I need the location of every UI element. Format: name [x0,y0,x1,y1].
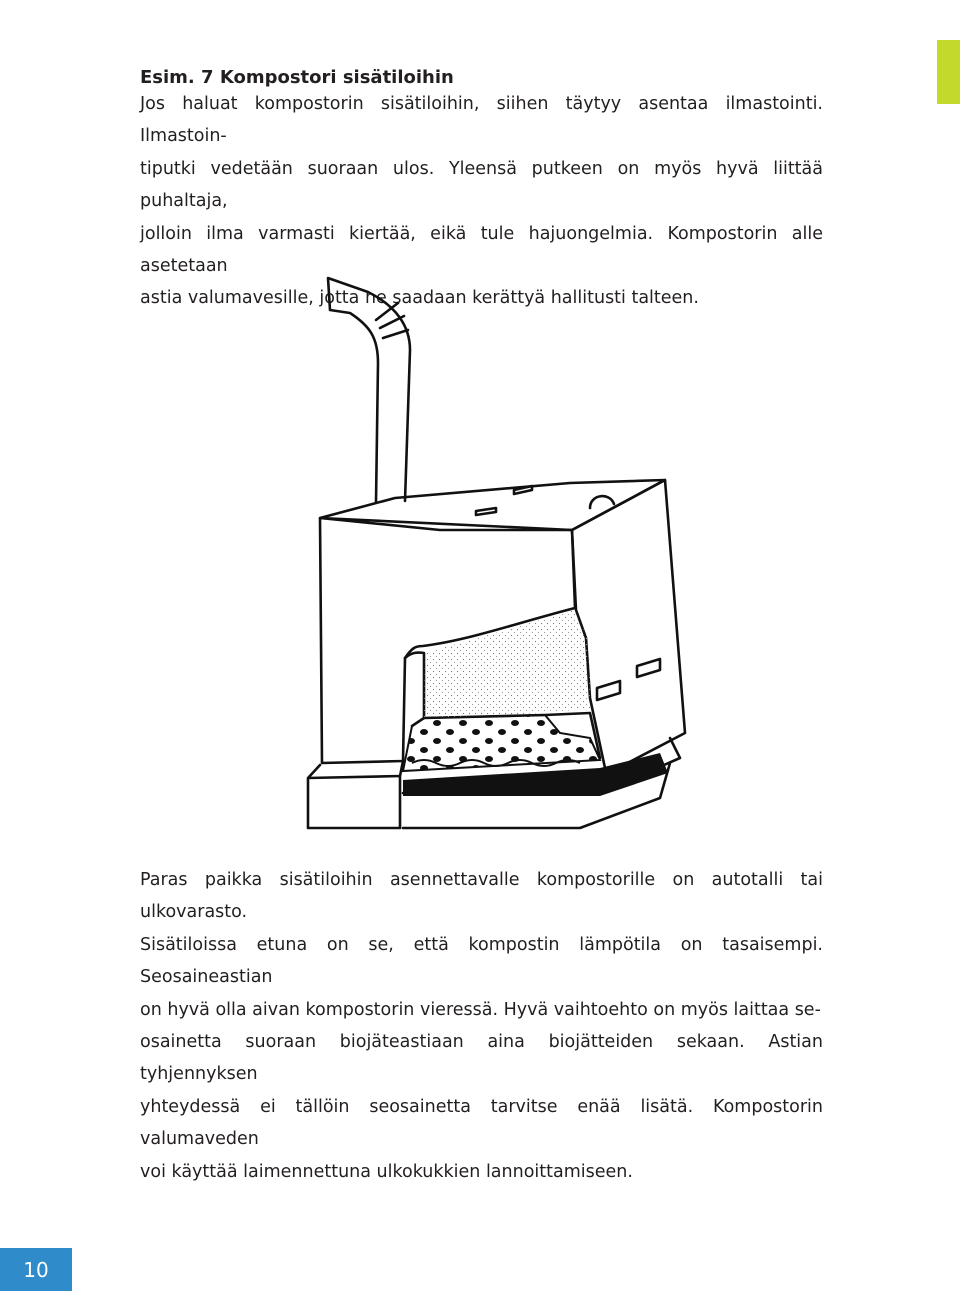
side-latches [597,659,660,700]
paragraph-line: Jos haluat kompostorin sisätiloihin, siihen täytyy asentaa ilmastointi. Ilmastoin- [140,94,823,147]
base-plinth [308,761,403,828]
paragraph-line: tiputki vedetään suoraan ulos. Yleensä putkeen on myös hyvä liittää puhaltaja, [140,158,823,212]
indoor-composter-illustration [300,268,700,848]
paragraph-line: astia valumavesille, jotta ne saadaan kerättyä hallitusti talteen. [140,288,699,309]
accent-tab [937,40,960,104]
section-heading: Esim. 7 Kompostori sisätiloihin [140,67,454,88]
compost-mass [403,715,600,771]
body-paragraph [140,864,823,1188]
lid-handle [590,496,614,508]
paragraph-line: yhteydessä ei tällöin seosainetta tarvitse enää lisätä. Kompostorin valumaveden [140,1096,823,1150]
paragraph-line: voi käyttää laimennettuna ulkokukkien lannoittamiseen. [140,1161,633,1182]
side-panel [572,480,685,768]
inner-back-wall [405,653,424,726]
paragraph-line: osainetta suoraan biojäteastiaan aina biojätteiden sekaan. Astian tyhjennyksen [140,1032,823,1085]
paragraph-line: jolloin ilma varmasti kiertää, eikä tule hajuongelmia. Kompostorin alle asetetaan [140,223,823,277]
paragraph-line: Paras paikka sisätiloihin asennettavalle kompostorille on autotalli tai ulkovarasto. [140,870,823,923]
vent-pipe [328,278,410,502]
page-number: 10 [23,1258,49,1282]
paragraph-line: on hyvä olla aivan kompostorin vieressä. Hyvä vaihtoehto on myös laittaa se- [140,999,821,1020]
paragraph-line: Sisätiloissa etuna on se, että kompostin lämpötila on tasaisempi. Seosaineastian [140,934,823,988]
